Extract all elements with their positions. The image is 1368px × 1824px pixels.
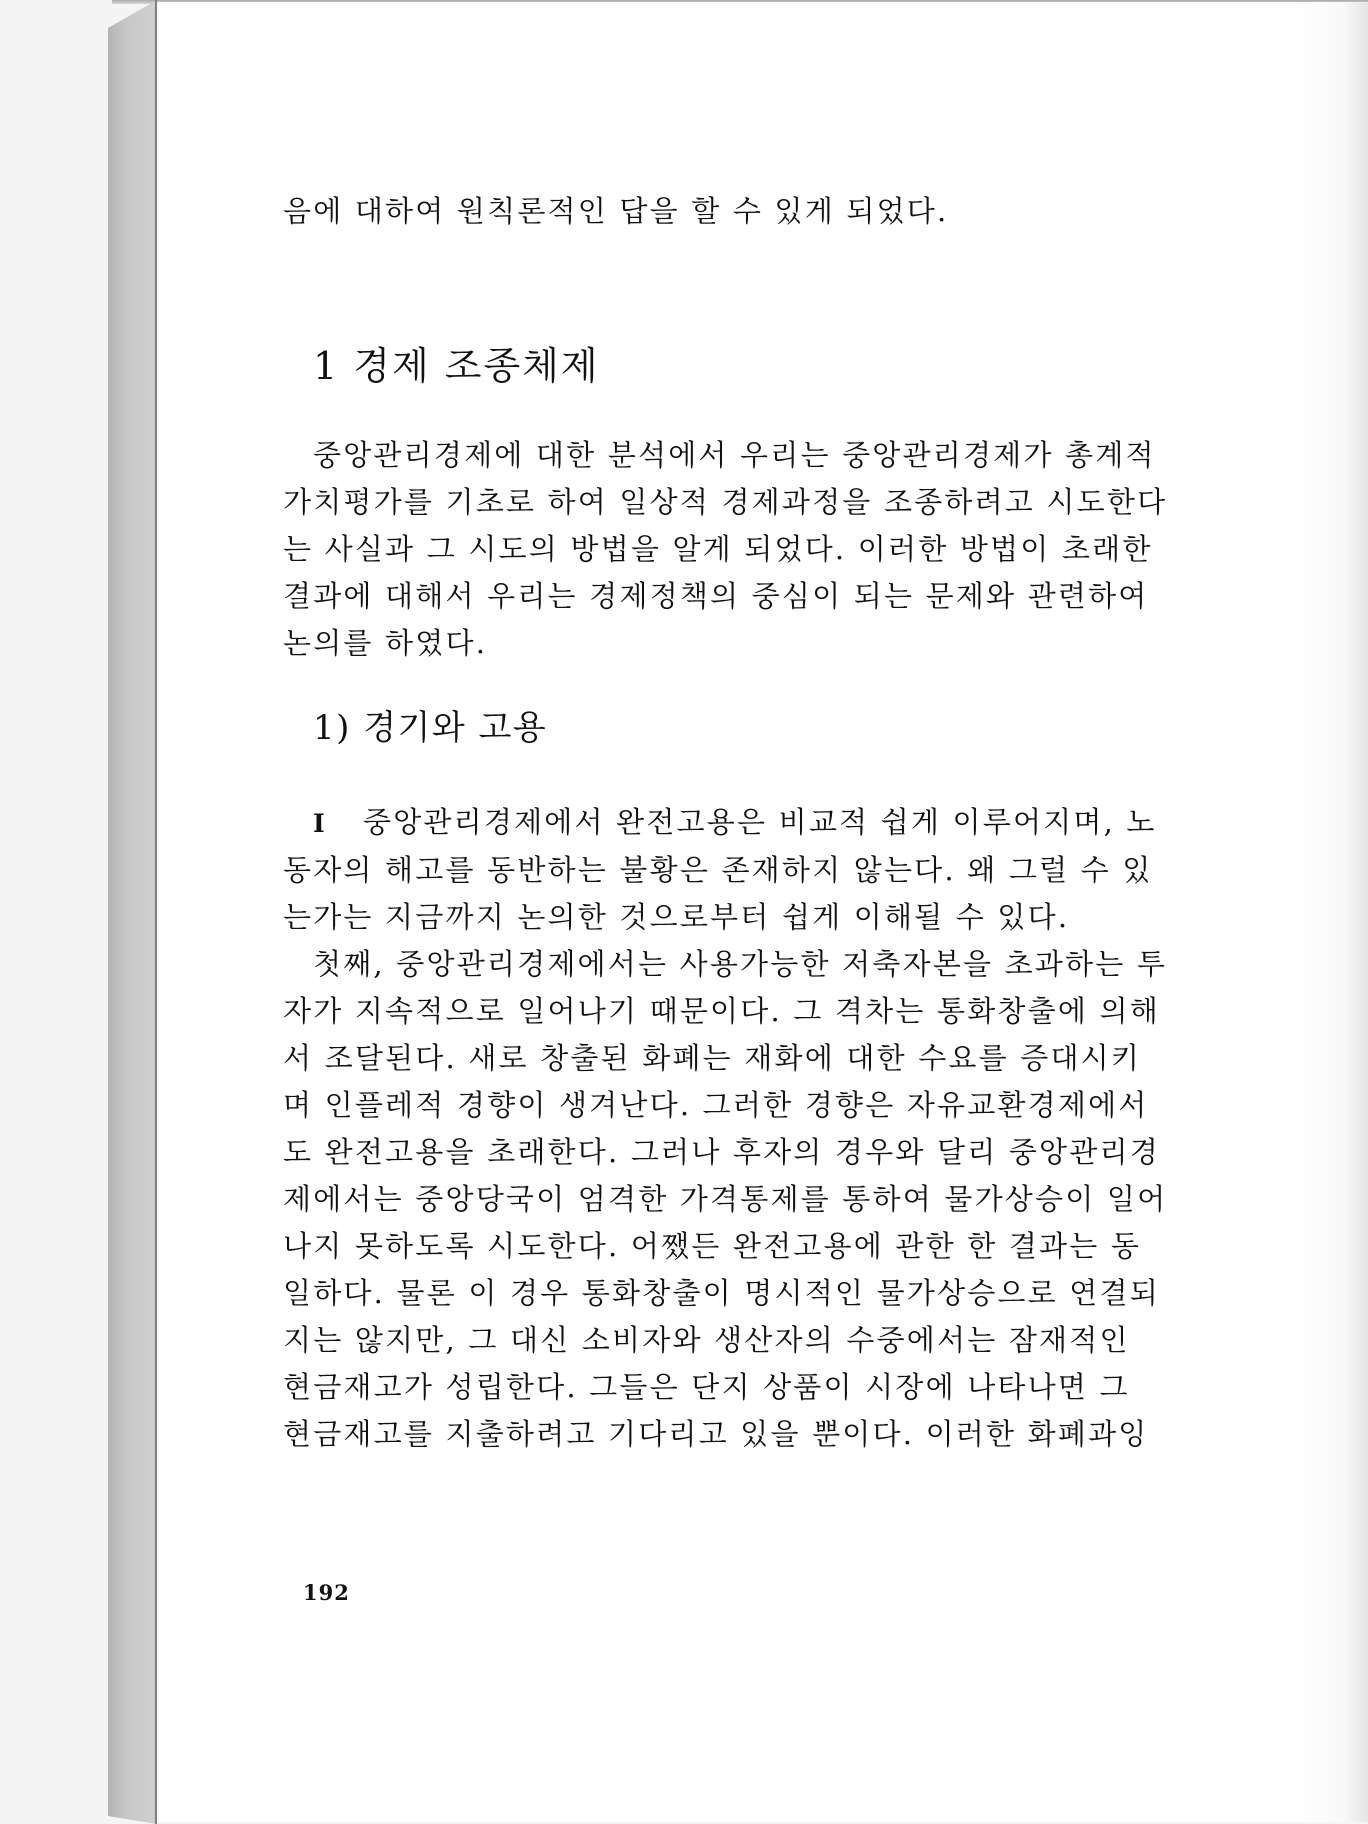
paragraph-line: 중앙관리경제에 대한 분석에서 우리는 중앙관리경제가 총계적 (313, 438, 1156, 472)
paragraph-line: 는 사실과 그 시도의 방법을 알게 되었다. 이러한 방법이 초래한 (283, 532, 1153, 566)
paragraph-line-text: 중앙관리경제에서 완전고용은 비교적 쉽게 이루어지며, 노 (363, 805, 1157, 839)
page-number: 192 (303, 1580, 350, 1605)
paragraph-number: I (313, 809, 325, 838)
paragraph-employment (283, 799, 1223, 941)
paragraph-first-reason (283, 941, 1223, 1458)
continued-text-line: 음에 대하여 원칙론적인 답을 할 수 있게 되었다. (283, 194, 949, 228)
paragraph-line: 는가는 지금까지 논의한 것으로부터 쉽게 이해될 수 있다. (283, 900, 1070, 934)
paragraph-line: 제에서는 중앙당국이 엄격한 가격통제를 통하여 물가상승이 일어 (283, 1182, 1168, 1216)
paragraph-line: 서 조달된다. 새로 창출된 화폐는 재화에 대한 수요를 증대시키 (283, 1041, 1142, 1075)
page-edge-shadow (1344, 2, 1368, 1822)
paragraph-line: 도 완전고용을 초래한다. 그러나 후자의 경우와 달리 중앙관리경 (283, 1135, 1160, 1169)
paragraph-line: 첫째, 중앙관리경제에서는 사용가능한 저축자본을 초과하는 투 (313, 947, 1168, 981)
paragraph-line: 현금재고를 지출하려고 기다리고 있을 뿐이다. 이러한 화폐과잉 (283, 1417, 1149, 1451)
paragraph-line: 며 인플레적 경향이 생겨난다. 그러한 경향은 자유교환경제에서 (283, 1088, 1149, 1122)
paragraph-line: 일하다. 물론 이 경우 통화창출이 명시적인 물가상승으로 연결되 (283, 1276, 1160, 1310)
subsection-title: 1) 경기와 고용 (313, 708, 548, 748)
paragraph-line: 동자의 해고를 동반하는 불황은 존재하지 않는다. 왜 그럴 수 있 (283, 853, 1153, 887)
paragraph-intro (283, 432, 1223, 667)
paragraph-first-line (283, 799, 1223, 847)
page-content (283, 188, 1223, 1458)
paragraph-line: 가치평가를 기초로 하여 일상적 경제과정을 조종하려고 시도한다 (283, 485, 1168, 519)
book-page (157, 2, 1368, 1822)
paragraph-line: 자가 지속적으로 일어나기 때문이다. 그 격차는 통화창출에 의해 (283, 994, 1160, 1028)
paragraph-line: 논의를 하였다. (283, 626, 488, 660)
paragraph-line: 현금재고가 성립한다. 그들은 단지 상품이 시장에 나타나면 그 (283, 1370, 1130, 1404)
paragraph-line: 지는 않지만, 그 대신 소비자와 생산자의 수중에서는 잠재적인 (283, 1323, 1130, 1357)
section-title: 1 경제 조종체제 (313, 344, 600, 388)
paragraph-line: 결과에 대해서 우리는 경제정책의 중심이 되는 문제와 관련하여 (283, 579, 1149, 613)
book-spine (108, 0, 157, 1824)
paragraph-line: 나지 못하도록 시도한다. 어쨌든 완전고용에 관한 한 결과는 동 (283, 1229, 1142, 1263)
